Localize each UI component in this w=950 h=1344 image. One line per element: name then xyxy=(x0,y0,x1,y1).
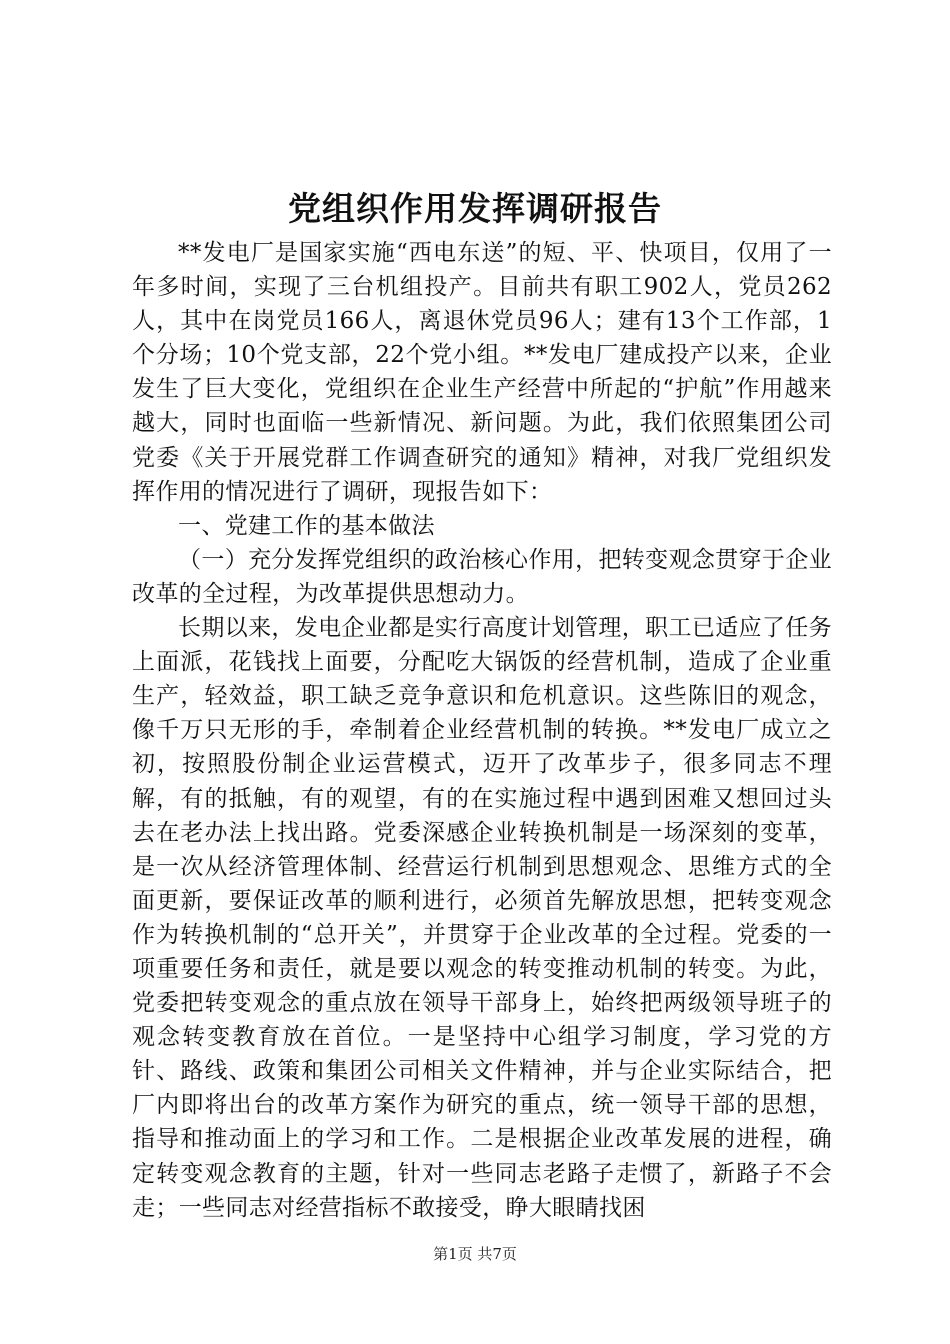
document-title: 党组织作用发挥调研报告 xyxy=(288,189,662,228)
subsection-heading: （一）充分发挥党组织的政治核心作用，把转变观念贯穿于企业改革的全过程，为改革提供思想动力。 xyxy=(132,546,832,607)
page-number-footer: 第1页 共7页 xyxy=(433,1245,517,1263)
document-body xyxy=(132,236,832,1225)
body-paragraph: 长期以来，发电企业都是实行高度计划管理，职工已适应了任务上面派，花钱找上面要，分配吃大锅饭的经营机制，造成了企业重生产，轻效益，职工缺乏竞争意识和危机意识。这些陈旧的观念，像千万只无形的手，牵制着企业经营机制的转换。**发电厂成立之初，按照股份制企业运营模式，迈开了改革步子，很多同志不理解，有的抵触，有的观望，有的在实施过程中遇到困难又想回过头去在老办法上找出路。党委深感企业转换机制是一场深刻的变革，是一次从经济管理体制、经营运行机制到思想观念、思维方式的全面更新，要保证改革的顺利进行，必须首先解放思想，把转变观念作为转换机制的“总开关”，并贯穿于企业改革的全过程。党委的一项重要任务和责任，就是要以观念的转变推动机制的转变。为此，党委把转变观念的重点放在领导干部身上，始终把两级领导班子的观念转变教育放在首位。一是坚持中心组学习制度，学习党的方针、路线、政策和集团公司相关文件精神，并与企业实际结合，把厂内即将出台的改革方案作为研究的重点，统一领导干部的思想，指导和推动面上的学习和工作。二是根据企业改革发展的进程，确定转变观念教育的主题，针对一些同志老路子走惯了，新路子不会走；一些同志对经营指标不敢接受，睁大眼睛找困 xyxy=(132,615,832,1221)
section-heading: 一、党建工作的基本做法 xyxy=(178,512,435,539)
intro-paragraph: **发电厂是国家实施“西电东送”的短、平、快项目，仅用了一年多时间，实现了三台机组投产。目前共有职工902人，党员262人，其中在岗党员166人，离退休党员96人；建有13个工作部，1个分场；10个党支部，22个党小组。**发电厂建成投产以来，企业发生了巨大变化，党组织在企业生产经营中所起的“护航”作用越来越大，同时也面临一些新情况、新问题。为此，我们依照集团公司党委《关于开展党群工作调查研究的通知》精神，对我厂党组织发挥作用的情况进行了调研，现报告如下： xyxy=(132,240,832,505)
